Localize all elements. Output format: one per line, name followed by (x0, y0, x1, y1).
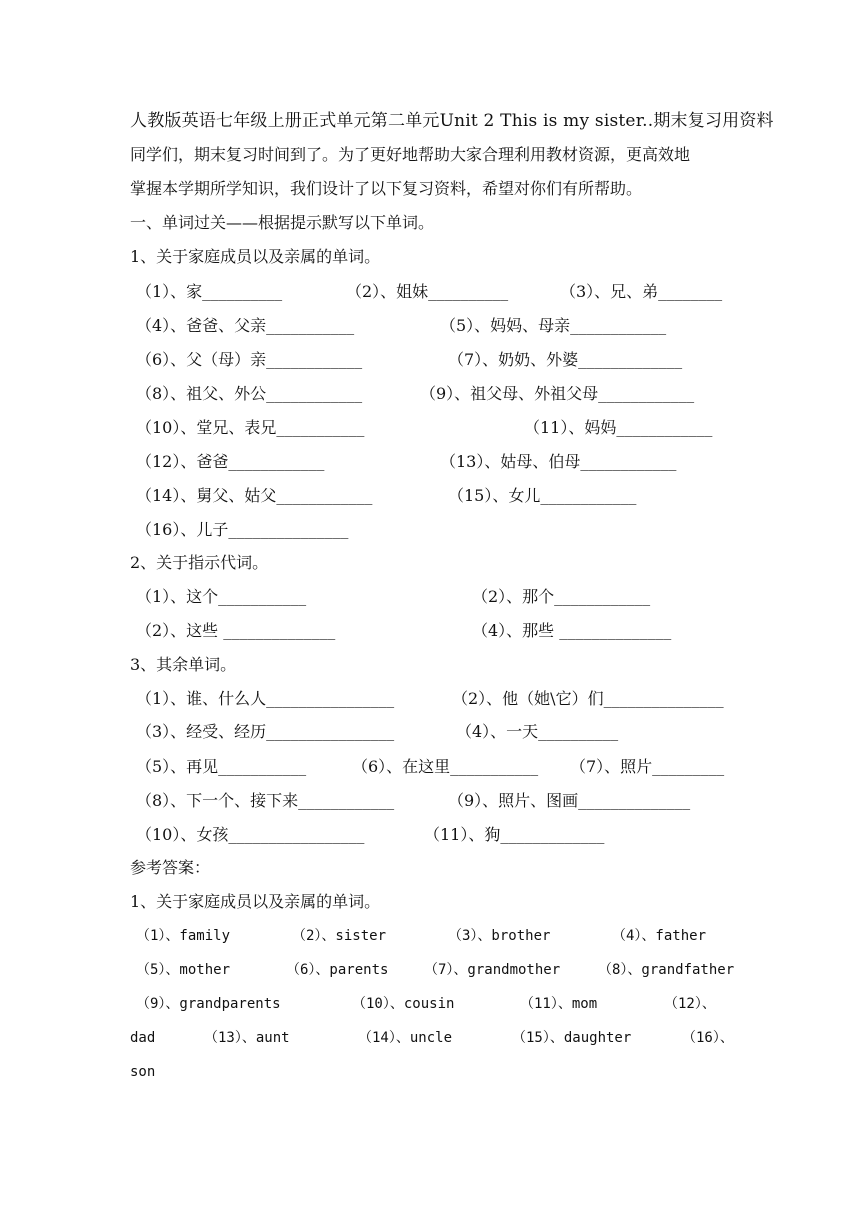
answer-item: （9）、grandparents (136, 996, 281, 1012)
exercise-item: （10）、女孩_________________ (136, 825, 365, 844)
intro-line-1: 同学们，期末复习时间到了。为了更好地帮助大家合理利用教材资源，更高效地 (130, 145, 691, 164)
answer-item: （8）、grandfather (598, 962, 735, 978)
answer-item: （5）、mother (136, 962, 231, 978)
answer-item: （1）、family (136, 928, 231, 944)
answer-item: （11）、mom (520, 996, 598, 1012)
exercise-item: （11）、妈妈____________ (524, 418, 713, 437)
exercise-item: （9）、祖父母、外祖父母____________ (420, 384, 695, 403)
answer-item: （14）、uncle (358, 1030, 453, 1046)
exercise-item: （11）、狗_____________ (424, 825, 605, 844)
exercise-item: （9）、照片、图画______________ (448, 791, 691, 810)
answer-item: dad (130, 1030, 156, 1046)
answer-item: （7）、grandmother (424, 962, 561, 978)
answer-item: son (130, 1064, 156, 1080)
exercise-item: （13）、姑母、伯母____________ (440, 452, 677, 471)
exercise-item: （1）、家__________ (136, 282, 283, 301)
exercise-item: （2）、他（她\它）们_______________ (452, 689, 724, 708)
exercise-item: （5）、妈妈、母亲____________ (440, 316, 667, 335)
exercise-item: （4）、一天__________ (456, 722, 619, 741)
exercise-item: （8）、下一个、接下来____________ (136, 791, 395, 810)
answer-item: （2）、sister (292, 928, 387, 944)
answer-item: （4）、father (612, 928, 707, 944)
exercise-item: （2）、这些 ______________ (136, 621, 336, 640)
exercise-item: （6）、父（母）亲____________ (136, 350, 363, 369)
document-title: 人教版英语七年级上册正式单元第二单元Unit 2 This is my sister..期末复习用资料 (130, 111, 774, 131)
answers-part1-heading: 1、关于家庭成员以及亲属的单词。 (130, 892, 381, 911)
exercise-item: （1）、这个___________ (136, 587, 307, 606)
exercise-item: （2）、那个____________ (472, 587, 651, 606)
exercise-item: （7）、奶奶、外婆_____________ (448, 350, 683, 369)
exercise-item: （3）、经受、经历________________ (136, 722, 395, 741)
exercise-item: （15）、女儿____________ (448, 486, 637, 505)
exercise-item: （8）、祖父、外公____________ (136, 384, 363, 403)
exercise-item: （1）、谁、什么人________________ (136, 689, 395, 708)
exercise-item: （2）、姐妹__________ (346, 282, 509, 301)
part3-heading: 3、其余单词。 (130, 655, 237, 674)
intro-line-2: 掌握本学期所学知识，我们设计了以下复习资料，希望对你们有所帮助。 (130, 179, 643, 198)
answers-heading: 参考答案： (130, 858, 211, 877)
part1-heading: 1、关于家庭成员以及亲属的单词。 (130, 247, 381, 266)
exercise-item: （6）、在这里___________ (352, 757, 539, 776)
exercise-item: （4）、爸爸、父亲___________ (136, 316, 355, 335)
exercise-item: （12）、爸爸____________ (136, 452, 325, 471)
answer-item: （10）、cousin (352, 996, 455, 1012)
answer-item: （15）、daughter (512, 1030, 632, 1046)
exercise-item: （7）、照片_________ (570, 757, 725, 776)
exercise-item: （10）、堂兄、表兄___________ (136, 418, 365, 437)
answer-item: （12）、 (664, 996, 716, 1012)
answer-item: （16）、 (682, 1030, 734, 1046)
answer-item: （13）、aunt (204, 1030, 290, 1046)
answer-item: （3）、brother (448, 928, 551, 944)
exercise-item: （5）、再见___________ (136, 757, 307, 776)
part2-heading: 2、关于指示代词。 (130, 553, 269, 572)
exercise-item: （16）、儿子_______________ (136, 520, 349, 539)
section-heading: 一、单词过关——根据提示默写以下单词。 (130, 213, 435, 232)
answer-item: （6）、parents (286, 962, 389, 978)
exercise-item: （4）、那些 ______________ (472, 621, 672, 640)
exercise-item: （14）、舅父、姑父____________ (136, 486, 373, 505)
exercise-item: （3）、兄、弟________ (560, 282, 723, 301)
